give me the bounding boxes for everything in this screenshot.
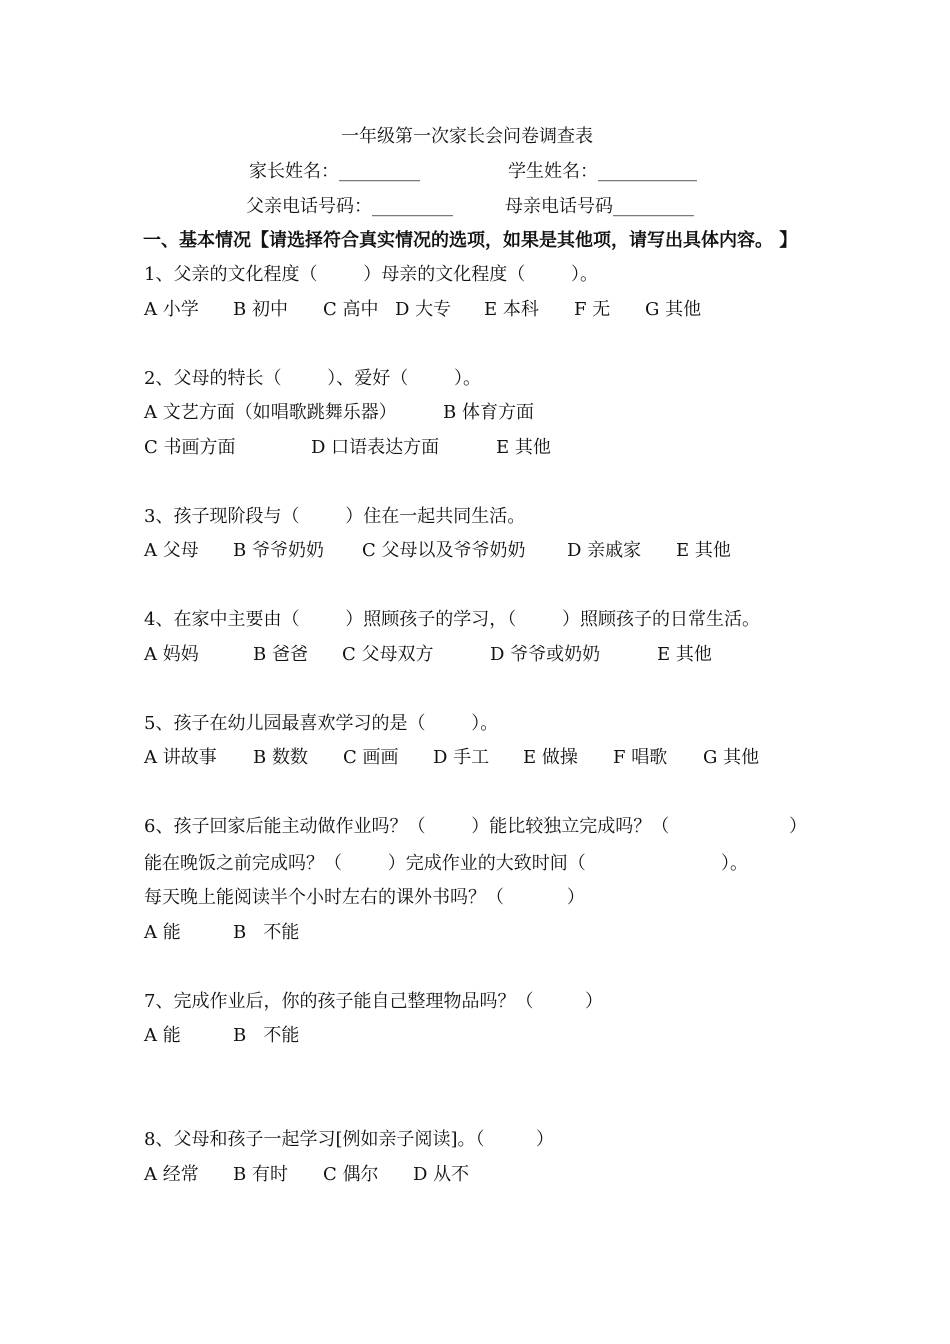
q3-option: B 爷爷奶奶 <box>233 540 324 561</box>
question-6-line-1-end: ） <box>789 816 807 837</box>
question-6-line-3: 每天晚上能阅读半个小时左右的课外书吗？（ ） <box>144 887 585 908</box>
question-4: 4、在家中主要由（ ）照顾孩子的学习，（ ）照顾孩子的日常生活。 <box>144 609 760 630</box>
question-1: 1、父亲的文化程度（ ）母亲的文化程度（ ）。 <box>144 264 598 285</box>
q4-option: B 爸爸 <box>253 644 308 665</box>
q6-option: B 不能 <box>233 922 300 943</box>
q3-option: C 父母以及爷爷奶奶 <box>362 540 526 561</box>
page-title: 一年级第一次家长会问卷调查表 <box>341 126 593 147</box>
question-6-line-2: 能在晚饭之前完成吗？（ ）完成作业的大致时间（ <box>144 853 586 874</box>
q7-option: B 不能 <box>233 1025 300 1046</box>
q2-option: D 口语表达方面 <box>311 437 440 458</box>
parent-name-field: 家长姓名：_________ <box>249 161 420 182</box>
q4-option: D 爷爷或奶奶 <box>490 644 601 665</box>
q6-option: A 能 <box>144 922 181 943</box>
q1-option: E 本科 <box>484 299 539 320</box>
q2-option: A 文艺方面（如唱歌跳舞乐器） <box>144 402 397 423</box>
q5-option: C 画画 <box>343 747 399 768</box>
q1-option: F 无 <box>574 299 611 320</box>
q1-option: C 高中 <box>323 299 379 320</box>
question-6-line-1: 6、孩子回家后能主动做作业吗？（ ）能比较独立完成吗？（ <box>144 816 670 837</box>
q8-option: A 经常 <box>144 1164 199 1185</box>
question-6-line-2-end: ）。 <box>721 853 748 874</box>
q2-option: C 书画方面 <box>144 437 236 458</box>
question-3: 3、孩子现阶段与（ ）住在一起共同生活。 <box>144 506 526 527</box>
section-heading: 一、基本情况【请选择符合真实情况的选项，如果是其他项，请写出具体内容。 】 <box>143 230 798 251</box>
q5-option: B 数数 <box>253 747 308 768</box>
q5-option: A 讲故事 <box>144 747 217 768</box>
q2-option: E 其他 <box>496 437 551 458</box>
question-5: 5、孩子在幼儿园最喜欢学习的是（ ）。 <box>144 713 499 734</box>
q3-option: D 亲戚家 <box>567 540 642 561</box>
q5-option: E 做操 <box>523 747 578 768</box>
father-phone-field: 父亲电话号码：_________ <box>246 196 453 217</box>
q5-option: F 唱歌 <box>613 747 668 768</box>
question-7: 7、完成作业后，你的孩子能自己整理物品吗？（ ） <box>144 991 603 1012</box>
q2-option: B 体育方面 <box>443 402 534 423</box>
q4-option: E 其他 <box>657 644 712 665</box>
q4-option: C 父母双方 <box>342 644 434 665</box>
q4-option: A 妈妈 <box>144 644 199 665</box>
q3-option: E 其他 <box>676 540 731 561</box>
student-name-field: 学生姓名：___________ <box>508 161 697 182</box>
mother-phone-field: 母亲电话号码_________ <box>505 196 694 217</box>
q1-option: B 初中 <box>233 299 288 320</box>
q5-option: G 其他 <box>703 747 760 768</box>
question-8: 8、父母和孩子一起学习[例如亲子阅读]。（ ） <box>144 1129 554 1150</box>
q8-option: D 从不 <box>413 1164 470 1185</box>
q8-option: B 有时 <box>233 1164 288 1185</box>
q1-option: G 其他 <box>645 299 702 320</box>
q5-option: D 手工 <box>433 747 490 768</box>
q1-option: D 大专 <box>395 299 452 320</box>
q8-option: C 偶尔 <box>323 1164 379 1185</box>
q3-option: A 父母 <box>144 540 199 561</box>
question-2: 2、父母的特长（ ）、爱好（ ）。 <box>144 368 481 389</box>
q7-option: A 能 <box>144 1025 181 1046</box>
q1-option: A 小学 <box>144 299 199 320</box>
